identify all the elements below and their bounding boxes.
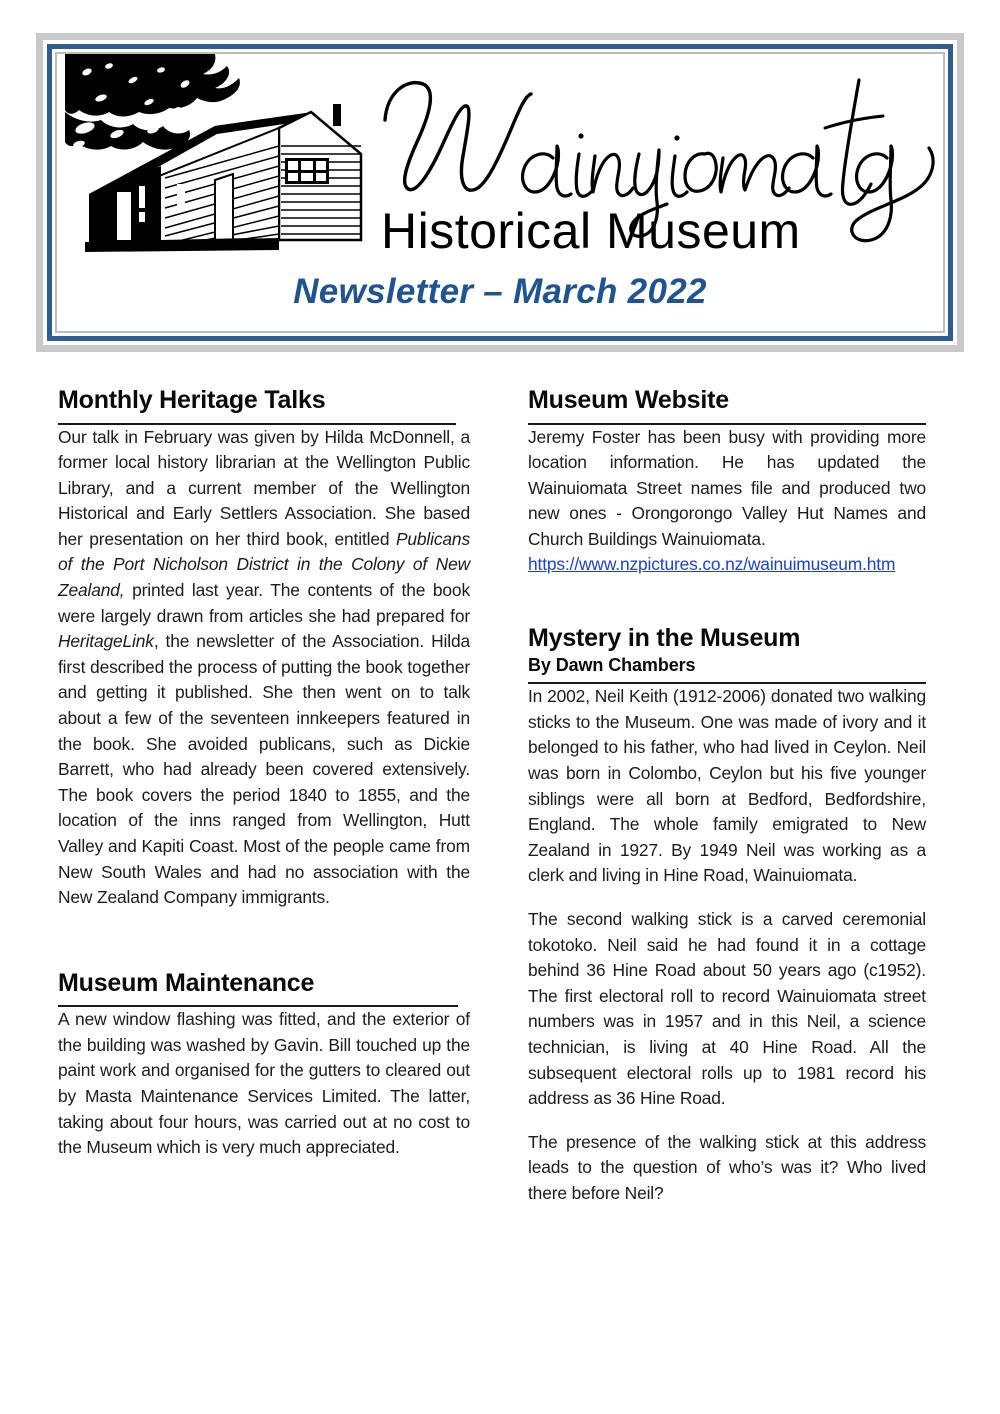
- museum-wordmark-logo: [367, 62, 943, 262]
- paragraph-text-part3: , the newsletter of the Association. Hilda first described the process of putting the book together and getting it published. She then went on to talk about a few of the seventeen innkeepers featured in the book. She avoided publicans, such as Dickie Barrett, who had already been covered extensively. The book covers the period 1840 to 1855, and the location of the inns ranged from Wellington, Hutt Valley and Kapiti Coast. Most of the people came from New South Wales and had no association with the New Zealand Company immigrants.: [58, 631, 470, 908]
- section-title-museum-maintenance: Museum Maintenance: [58, 968, 315, 997]
- paragraph-mystery-1: In 2002, Neil Keith (1912-2006) donated two walking sticks to the Museum. One was made of ivory and it belonged to his father, who had lived in Ceylon. Neil was born in Colombo, Ceylon but his five younger siblings were all born at Bedford, Bedfordshire, England. The whole family emigrated to New Zealand in 1927. By 1949 Neil was working as a clerk and living in Hine Road, Wainuiomata.: [528, 686, 926, 886]
- masthead-frame: [36, 33, 964, 352]
- museum-website-link[interactable]: https://www.nzpictures.co.nz/wainuimuseum.htm: [528, 554, 896, 575]
- museum-building-illustration-icon: [65, 54, 375, 286]
- paragraph-text: Jeremy Foster has been busy with providing more location information. He has updated the Wainuiomata Street names file and produced two new ones - Orongorongo Valley Hut Names and Church Buildings Wainuiomata.: [528, 426, 926, 549]
- book-title-italic: Publicans of the Port Nicholson District in the Colony of New Zealand,: [58, 528, 470, 601]
- newsletter-name-italic: HeritageLink: [58, 631, 154, 652]
- right-column: [528, 386, 926, 1207]
- section-mystery-in-the-museum: [528, 624, 926, 1206]
- left-column: [58, 386, 470, 1161]
- paragraph-text-part1: Our talk in February was given by Hilda McDonnell, a former local history librarian at the Wellington Public Library, and a current member of the Wellington Historical and Early Settlers Association. She based her presentation on her third book, entitled: [58, 426, 470, 549]
- section-monthly-heritage-talks: [58, 386, 470, 911]
- paragraph-mystery-2: The second walking stick is a carved ceremonial tokotoko. Neil said he had found it in a cottage behind 36 Hine Road about 50 years ago (c1952). The first electoral roll to record Wainuiomata street numbers was in 1957 and in this Neil, a science technician, is living at 40 Hine Road. All the subsequent electoral rolls up to 1981 record his address as 36 Hine Road.: [528, 909, 926, 1109]
- section-museum-website: [528, 386, 926, 578]
- svg-text:Historical Museum: Historical Museum: [381, 203, 801, 259]
- section-title-heritage-talks: Monthly Heritage Talks: [58, 386, 326, 414]
- paragraph-mystery-3: The presence of the walking stick at this address leads to the question of who’s was it? Who lived there before Neil?: [528, 1131, 926, 1203]
- column-spacer: [58, 911, 470, 969]
- section-byline-author: By Dawn Chambers: [528, 654, 696, 675]
- paragraph-text-part2: printed last year. The contents of the book were largely drawn from articles she had prepared for: [58, 580, 470, 626]
- masthead-content: [57, 54, 943, 331]
- section-title-mystery-in-the-museum: Mystery in the Museum: [528, 624, 801, 653]
- section-title-museum-website: Museum Website: [528, 386, 729, 414]
- paragraph-museum-maintenance: A new window flashing was fitted, and the exterior of the building was washed by Gavin. Bill touched up the paint work and organised for the gutters to cleared out by Masta Maintenance Services Limited. The latter, taking about four hours, was carried out at no cost to the Museum which is very much appreciated.: [58, 1009, 470, 1158]
- section-museum-maintenance: [58, 969, 470, 1161]
- column-spacer: [528, 578, 926, 624]
- newsletter-issue-title: Newsletter – March 2022: [293, 272, 707, 311]
- paragraph-heritage-talks: [58, 425, 470, 911]
- paragraph-museum-website: [528, 425, 926, 579]
